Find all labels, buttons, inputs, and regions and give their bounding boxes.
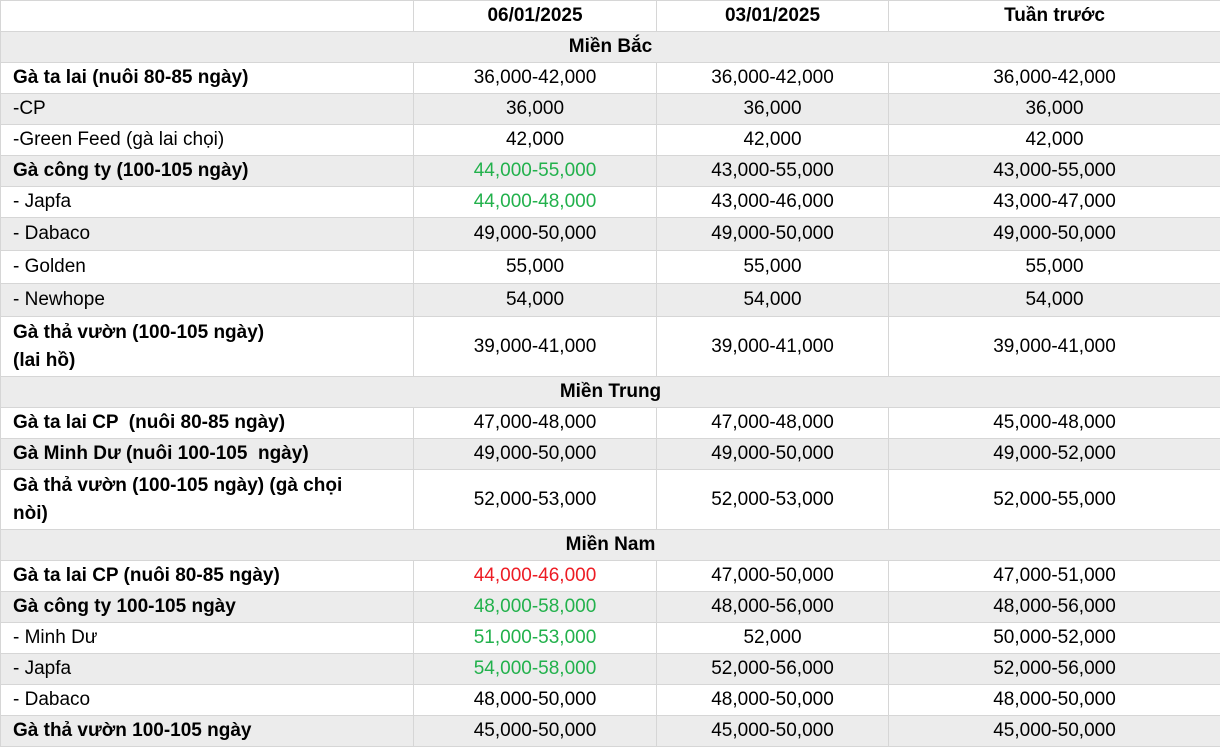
header-date-2: 03/01/2025 xyxy=(657,1,889,32)
row-label: - Dabaco xyxy=(1,685,414,716)
price-cell: 39,000-41,000 xyxy=(657,317,889,377)
price-cell: 52,000 xyxy=(657,623,889,654)
price-cell: 49,000-52,000 xyxy=(889,439,1220,470)
price-cell: 52,000-56,000 xyxy=(889,654,1220,685)
price-cell: 36,000 xyxy=(889,94,1220,125)
table-row xyxy=(1,251,1220,284)
price-cell-up: 44,000-55,000 xyxy=(414,156,657,187)
table-row xyxy=(1,94,1220,125)
price-cell-up: 54,000-58,000 xyxy=(414,654,657,685)
price-cell: 47,000-51,000 xyxy=(889,561,1220,592)
price-cell: 42,000 xyxy=(889,125,1220,156)
price-cell: 48,000-56,000 xyxy=(657,592,889,623)
table-row xyxy=(1,623,1220,654)
price-cell: 50,000-52,000 xyxy=(889,623,1220,654)
table-row xyxy=(1,470,1220,530)
table-row xyxy=(1,592,1220,623)
row-label: Gà công ty 100-105 ngày xyxy=(1,592,414,623)
price-cell: 48,000-50,000 xyxy=(657,685,889,716)
price-cell: 49,000-50,000 xyxy=(657,218,889,251)
price-cell: 47,000-50,000 xyxy=(657,561,889,592)
table-row xyxy=(1,63,1220,94)
row-label xyxy=(1,317,414,377)
table-row xyxy=(1,408,1220,439)
section-title-central: Miền Trung xyxy=(1,377,1220,408)
price-cell: 39,000-41,000 xyxy=(414,317,657,377)
row-label xyxy=(1,470,414,530)
price-cell: 55,000 xyxy=(414,251,657,284)
price-cell: 42,000 xyxy=(657,125,889,156)
price-cell-up: 44,000-48,000 xyxy=(414,187,657,218)
section-title-south: Miền Nam xyxy=(1,530,1220,561)
price-cell: 43,000-46,000 xyxy=(657,187,889,218)
price-cell: 55,000 xyxy=(889,251,1220,284)
price-cell: 43,000-55,000 xyxy=(657,156,889,187)
price-cell: 36,000 xyxy=(657,94,889,125)
section-row-north xyxy=(1,32,1220,63)
header-date-1: 06/01/2025 xyxy=(414,1,657,32)
row-label-line: nòi) xyxy=(13,502,48,524)
section-row-central xyxy=(1,377,1220,408)
table-row xyxy=(1,218,1220,251)
price-cell: 52,000-55,000 xyxy=(889,470,1220,530)
row-label: - Golden xyxy=(1,251,414,284)
row-label-line: Gà thả vườn (100-105 ngày) xyxy=(13,321,265,343)
row-label: - Japfa xyxy=(1,187,414,218)
table-row xyxy=(1,716,1220,747)
row-label: Gà ta lai CP (nuôi 80-85 ngày) xyxy=(1,408,414,439)
price-cell: 49,000-50,000 xyxy=(657,439,889,470)
price-cell: 45,000-50,000 xyxy=(657,716,889,747)
table-row xyxy=(1,187,1220,218)
price-cell: 45,000-50,000 xyxy=(414,716,657,747)
row-label: - Japfa xyxy=(1,654,414,685)
section-row-south xyxy=(1,530,1220,561)
price-cell: 47,000-48,000 xyxy=(414,408,657,439)
price-cell: 52,000-53,000 xyxy=(414,470,657,530)
row-label: -Green Feed (gà lai chọi) xyxy=(1,125,414,156)
row-label-line: (lai hồ) xyxy=(13,349,76,371)
header-empty xyxy=(1,1,414,32)
row-label: -CP xyxy=(1,94,414,125)
price-cell: 45,000-50,000 xyxy=(889,716,1220,747)
price-cell: 49,000-50,000 xyxy=(414,439,657,470)
price-cell: 48,000-56,000 xyxy=(889,592,1220,623)
price-cell: 54,000 xyxy=(889,284,1220,317)
price-cell: 48,000-50,000 xyxy=(414,685,657,716)
price-cell: 55,000 xyxy=(657,251,889,284)
price-cell-down: 44,000-46,000 xyxy=(414,561,657,592)
header-row xyxy=(1,1,1220,32)
price-cell: 54,000 xyxy=(657,284,889,317)
price-cell-up: 51,000-53,000 xyxy=(414,623,657,654)
row-label: Gà công ty (100-105 ngày) xyxy=(1,156,414,187)
table-row xyxy=(1,654,1220,685)
row-label: Gà thả vườn 100-105 ngày xyxy=(1,716,414,747)
row-label: - Newhope xyxy=(1,284,414,317)
table-row xyxy=(1,125,1220,156)
price-cell: 36,000-42,000 xyxy=(414,63,657,94)
row-label: - Minh Dư xyxy=(1,623,414,654)
price-cell: 49,000-50,000 xyxy=(889,218,1220,251)
price-cell: 48,000-50,000 xyxy=(889,685,1220,716)
price-cell: 42,000 xyxy=(414,125,657,156)
table-row xyxy=(1,685,1220,716)
table-row xyxy=(1,561,1220,592)
price-cell: 45,000-48,000 xyxy=(889,408,1220,439)
price-cell: 36,000-42,000 xyxy=(889,63,1220,94)
price-cell-up: 48,000-58,000 xyxy=(414,592,657,623)
table-row xyxy=(1,317,1220,377)
price-cell: 36,000 xyxy=(414,94,657,125)
table-row xyxy=(1,439,1220,470)
row-label: Gà ta lai (nuôi 80-85 ngày) xyxy=(1,63,414,94)
row-label: Gà Minh Dư (nuôi 100-105 ngày) xyxy=(1,439,414,470)
table-row xyxy=(1,156,1220,187)
row-label: - Dabaco xyxy=(1,218,414,251)
price-cell: 43,000-55,000 xyxy=(889,156,1220,187)
row-label: Gà ta lai CP (nuôi 80-85 ngày) xyxy=(1,561,414,592)
price-cell: 36,000-42,000 xyxy=(657,63,889,94)
price-cell: 52,000-56,000 xyxy=(657,654,889,685)
header-last-week: Tuần trước xyxy=(889,1,1220,32)
price-cell: 39,000-41,000 xyxy=(889,317,1220,377)
price-cell: 54,000 xyxy=(414,284,657,317)
price-cell: 52,000-53,000 xyxy=(657,470,889,530)
price-cell: 47,000-48,000 xyxy=(657,408,889,439)
price-cell: 43,000-47,000 xyxy=(889,187,1220,218)
price-cell: 49,000-50,000 xyxy=(414,218,657,251)
table-row xyxy=(1,284,1220,317)
section-title-north: Miền Bắc xyxy=(1,32,1220,63)
row-label-line: Gà thả vườn (100-105 ngày) (gà chọi xyxy=(13,474,343,496)
